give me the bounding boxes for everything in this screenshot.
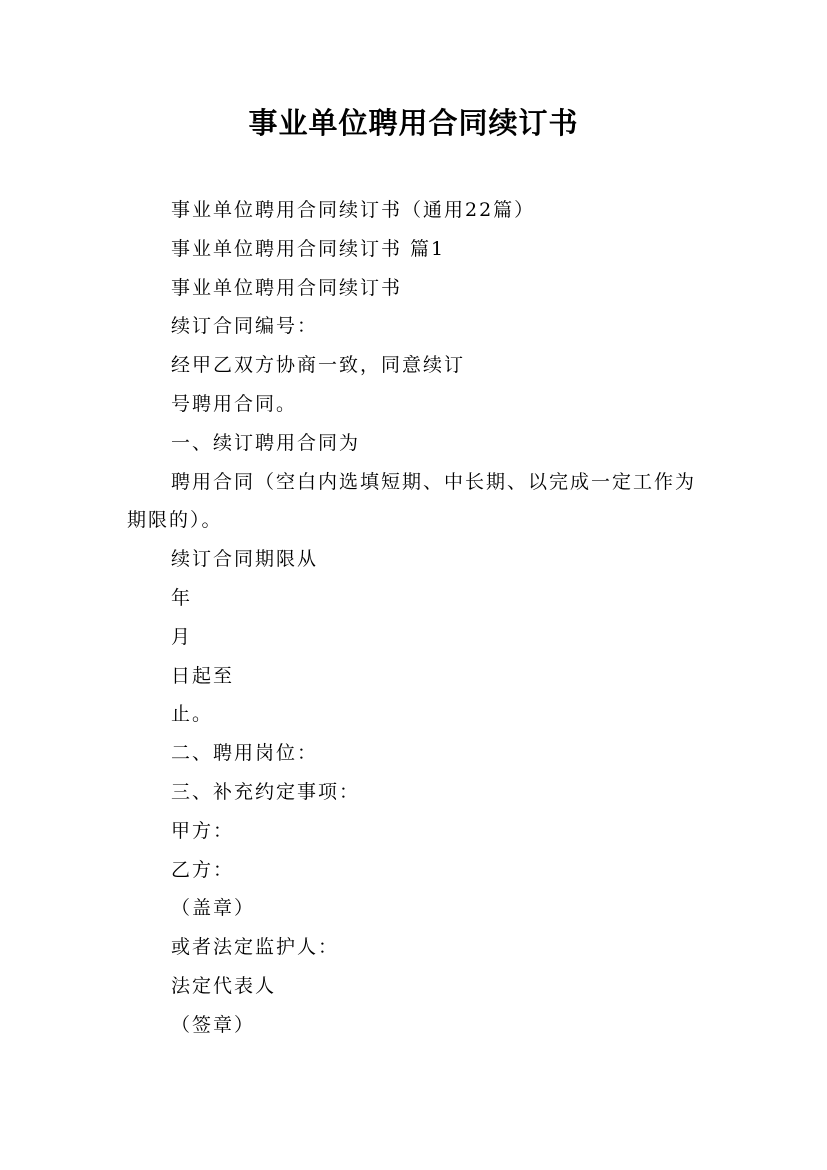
paragraph-contract-ref: 号聘用合同。	[171, 392, 298, 415]
paragraph-clause-one: 一、续订聘用合同为	[171, 431, 361, 454]
paragraph-signature: （签章）	[171, 1013, 256, 1036]
paragraph-seal: （盖章）	[171, 897, 256, 920]
document-title: 事业单位聘用合同续订书	[248, 106, 579, 140]
paragraph-contract-name: 事业单位聘用合同续订书	[171, 276, 403, 299]
paragraph-day-until: 日起至	[171, 664, 235, 687]
paragraph-guardian: 或者法定监护人：	[171, 936, 340, 959]
paragraph-clause-two: 二、聘用岗位：	[171, 742, 319, 765]
paragraph-party-b: 乙方：	[171, 858, 235, 881]
paragraph-contract-type: 聘用合同（空白内选填短期、中长期、以完成一定工作为期限的）。	[127, 470, 697, 532]
paragraph-article-heading: 事业单位聘用合同续订书 篇1	[171, 237, 446, 260]
paragraph-clause-three: 三、补充约定事项：	[171, 780, 361, 803]
paragraph-term-from: 续订合同期限从	[171, 548, 319, 571]
paragraph-month: 月	[171, 625, 193, 648]
paragraph-end: 止。	[171, 703, 214, 726]
paragraph-year: 年	[171, 586, 193, 609]
paragraph-agreement: 经甲乙双方协商一致，同意续订	[171, 354, 466, 377]
paragraph-legal-rep: 法定代表人	[171, 974, 277, 997]
paragraph-party-a: 甲方：	[171, 819, 235, 842]
document-body	[127, 191, 707, 1045]
paragraph-contract-number: 续订合同编号：	[171, 315, 319, 338]
paragraph-collection-title: 事业单位聘用合同续订书（通用22篇）	[171, 199, 536, 221]
